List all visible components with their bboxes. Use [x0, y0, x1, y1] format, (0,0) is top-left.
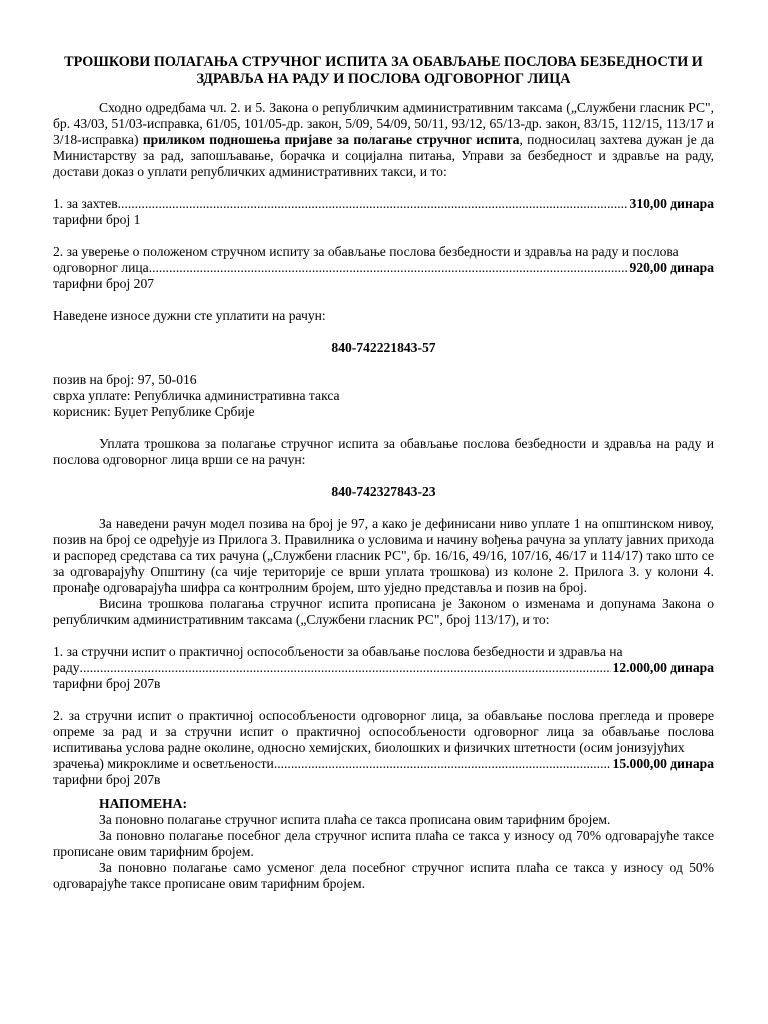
fee-item-exam-responsible-line [53, 756, 714, 772]
fee-amount: 310,00 динара [629, 196, 714, 211]
fee-item-certificate: 2. за уверење о положеном стручном испиту за обављање послова безбедности и здравља на раду и послова [53, 244, 679, 259]
dot-leader [118, 196, 628, 212]
fee-label: 1. за захтев [53, 196, 118, 211]
bank-account-fees: 840-742221843-57 [331, 340, 436, 355]
tariff-number: тарифни број 207в [53, 772, 161, 787]
notice-item: За поновно полагање посебног дела стручног испита плаћа се такса у износу од 70% одговарајуће таксе прописане овим тарифним бројем. [53, 828, 714, 859]
fee-label: зрачења) микроклиме и осветљености [53, 756, 274, 771]
title-line-2: ЗДРАВЉА НА РАДУ И ПОСЛОВА ОДГОВОРНОГ ЛИЦА [196, 71, 571, 87]
fee-label: одговорног лица [53, 260, 149, 275]
tariff-number: тарифни број 207 [53, 276, 155, 291]
intro-paragraph [53, 100, 714, 180]
fee-item-request [53, 196, 714, 212]
intro-text-end: , подносилац захтева дужан је да Министарству за рад, запошљавање, борачка и социјална питања, Управи за безбедност и здравље на раду, достави доказ о уплати републичких административних такси, и то: [53, 132, 715, 179]
payment-recipient: корисник: Буџет Републике Србије [53, 404, 255, 419]
fee-label: раду [53, 660, 80, 675]
notice-item: За поновно полагање само усменог дела посебног стручног испита плаћа се такса у износу од 50% одговарајуће таксе прописане овим тарифним бројем. [53, 860, 714, 891]
fee-item-exam-safety-line [53, 660, 714, 676]
cost-amount-paragraph: Висина трошкова полагања стручног испита прописана је Законом о изменама и допунама Закона о републичким административним таксама („Службени гласник РС", број 113/17), и то: [53, 596, 714, 627]
dot-leader [274, 756, 611, 772]
payment-reference: позив на број: 97, 50-016 [53, 372, 197, 387]
fee-amount: 920,00 динара [629, 260, 714, 275]
dot-leader [80, 660, 611, 676]
fee-item-certificate-line [53, 260, 714, 276]
fee-item-exam-safety: 1. за стручни испит о практичној оспособљености за обављање послова безбедности и здравља на [53, 644, 623, 659]
fee-item-exam-responsible: 2. за стручни испит о практичној оспособљености одговорног лица, за обављање послова прегледа и провере опреме за рад и за стручни испит о практичној оспособљености одговорног лица за обављање послова испитивања услова радне околине, односно хемијских, биолошких и физичких штетности (осим јонизујућих [53, 708, 714, 755]
payment-purpose: сврха уплате: Републичка административна такса [53, 388, 340, 403]
tariff-number: тарифни број 207в [53, 676, 161, 691]
notice-item: За поновно полагање стручног испита плаћа се такса прописана овим тарифним бројем. [99, 812, 611, 827]
fee-amount: 12.000,00 динара [612, 660, 714, 675]
title-line-1: ТРОШКОВИ ПОЛАГАЊА СТРУЧНОГ ИСПИТА ЗА ОБАВЉАЊЕ ПОСЛОВА БЕЗБЕДНОСТИ И [64, 54, 703, 70]
tariff-number: тарифни број 1 [53, 212, 141, 227]
payment-instruction: Наведене износе дужни сте уплатити на рачун: [53, 308, 326, 323]
reference-model-paragraph: За наведени рачун модел позива на број је 97, а како је дефинисани ниво уплате 1 на општинском нивоу, позив на број се одређује из Прилога 3. Правилника о условима и начину вођења рачуна за уплату јавних прихода и распоред средстава са тих рачуна („Службени гласник РС", бр. 16/16, 49/16, 107/16, 46/17 и 114/17) тако што се за одговарајућу Општину (са чије територије се врши уплата трошкова) из колоне 2. Прилога 3. у колони 4. пронађе одговарајућа шифра са контролним бројем, што уједно представља и позив на број. [53, 516, 715, 595]
bank-account-costs: 840-742327843-23 [331, 484, 436, 499]
costs-paragraph: Уплата трошкова за полагање стручног испита за обављање послова безбедности и здравља на раду и послова одговорног лица врши се на рачун: [53, 436, 714, 467]
document-page [53, 54, 714, 892]
dot-leader [149, 260, 628, 276]
notice-heading: НАПОМЕНА: [99, 796, 188, 811]
intro-bold-text: приликом подношења пријаве за полагање стручног испита [142, 132, 520, 147]
fee-amount: 15.000,00 динара [612, 756, 714, 771]
intro-text: Сходно одредбама чл. 2. и 5. Закона о републичким административним таксама („Службени гласник РС", бр. 43/03, 51/03-исправка, 61/05, 101/05-др. закон, 5/09, 54/09, 50/11, 93/12, 65/13-др. закон, 83/15, 112/15, 113/17 и 3/18-исправка) [53, 100, 714, 147]
document-title [53, 54, 714, 88]
